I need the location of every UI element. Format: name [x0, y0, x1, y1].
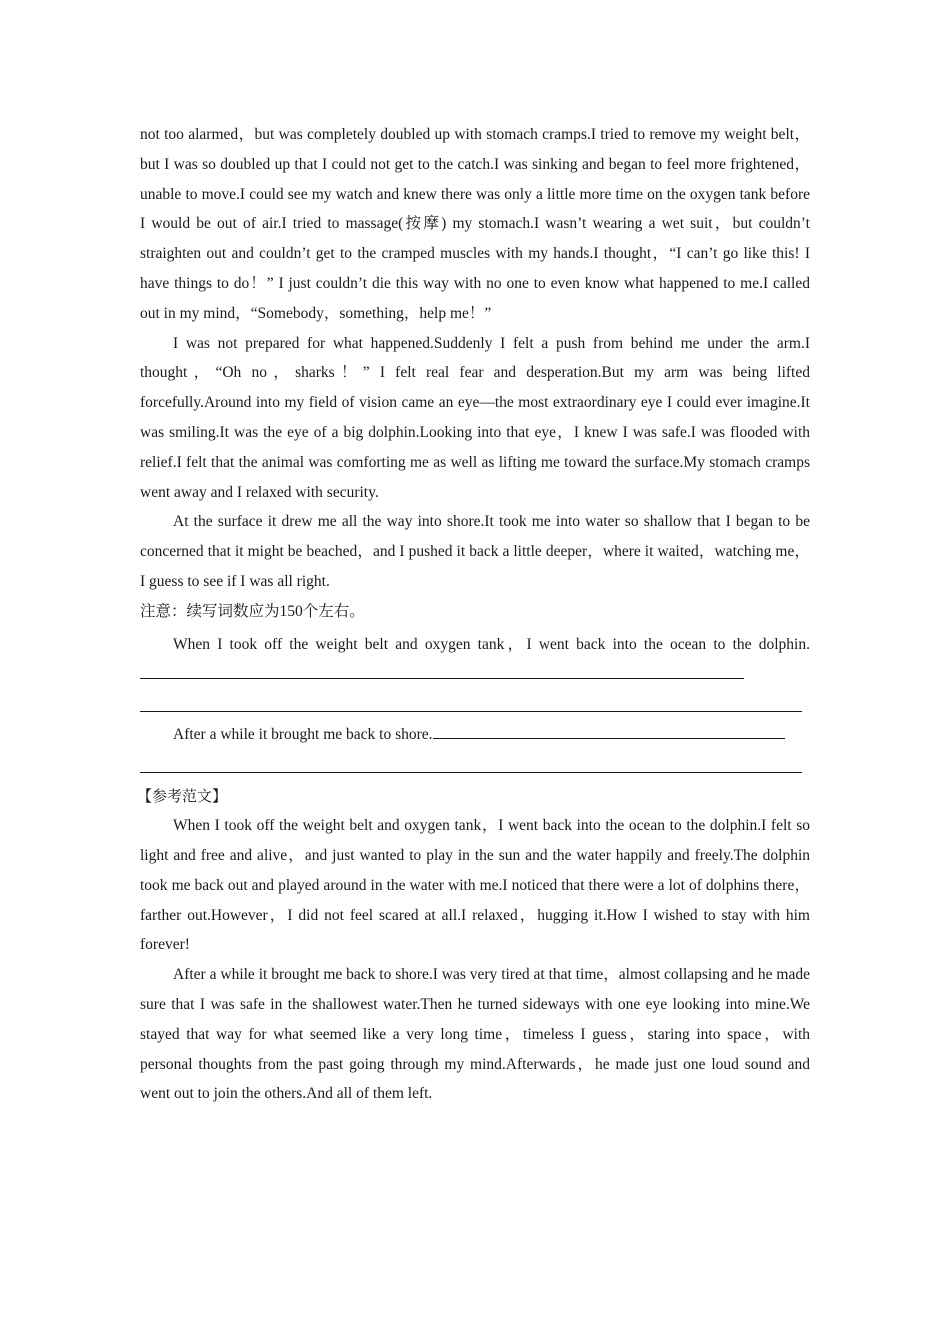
task-prompt-2-text: After a while it brought me back to shore.: [173, 726, 433, 744]
reference-paragraph-1: When I took off the weight belt and oxygen tank，I went back into the ocean to the dolphin.I felt so light and free and alive，and just wanted to play in the sun and the water happily and freely.The dolphin took me back out and played around in the water with me.I noticed that there were a lot of dolphins there，farther out.However，I did not feel scared at all.I relaxed，hugging it.How I wished to stay with him forever!: [140, 817, 810, 954]
task-prompt-1: [140, 630, 810, 690]
answer-blank-1b[interactable]: [140, 689, 802, 712]
answer-blank-2a[interactable]: [433, 724, 785, 739]
document-page: [137, 120, 810, 1109]
story-paragraph-2: I was not prepared for what happened.Suddenly I felt a push from behind me under the arm.I thought，“Oh no，sharks！” I felt real fear and desperation.But my arm was being lifted forcefully.Around into my field of vision came an eye—the most extraordinary eye I could ever imagine.It was smiling.It was the eye of a big dolphin.Looking into that eye，I knew I was safe.I was flooded with relief.I felt that the animal was comforting me as well as lifting me toward the surface.My stomach cramps went away and I relaxed with security.: [140, 334, 810, 501]
story-paragraph-3: At the surface it drew me all the way into shore.It took me into water so shallow that I began to be concerned that it might be beached，and I pushed it back a little deeper，where it waited，watching me，I guess to see if I was all right.: [140, 513, 810, 590]
reference-heading: 【参考范文】: [137, 787, 228, 806]
answer-blank-1a[interactable]: [140, 664, 744, 679]
task-prompt-1-text: When I took off the weight belt and oxygen tank，I went back into the ocean to the dolphin.: [173, 635, 810, 653]
task-prompt-2: [140, 720, 810, 750]
word-count-note: 注意：续写词数应为150个左右。: [140, 602, 365, 620]
answer-blank-2b[interactable]: [140, 750, 802, 773]
reference-paragraph-2: After a while it brought me back to shore.I was very tired at that time，almost collapsing and he made sure that I was safe in the shallowest water.Then he turned sideways with one eye looking into mine.We stayed that way for what seemed like a very long time，timeless I guess，staring into space，with personal thoughts from the past going through my mind.Afterwards，he made just one loud sound and went out to join the others.And all of them left.: [140, 966, 810, 1103]
writing-task: [140, 630, 810, 773]
story-paragraph-1: not too alarmed，but was completely doubled up with stomach cramps.I tried to remove my weight belt，but I was so doubled up that I could not get to the catch.I was sinking and began to feel more frightened，unable to move.I could see my watch and knew there was only a little more time on the oxygen tank before I would be out of air.I tried to massage(按摩) my stomach.I wasn’t wearing a wet suit，but couldn’t straighten out and couldn’t get to the cramped muscles with my hands.I thought，“I can’t go like this! I have things to do！” I just couldn’t die this way with no one to even know what happened to me.I called out in my mind，“Somebody，something，help me！”: [140, 126, 810, 322]
